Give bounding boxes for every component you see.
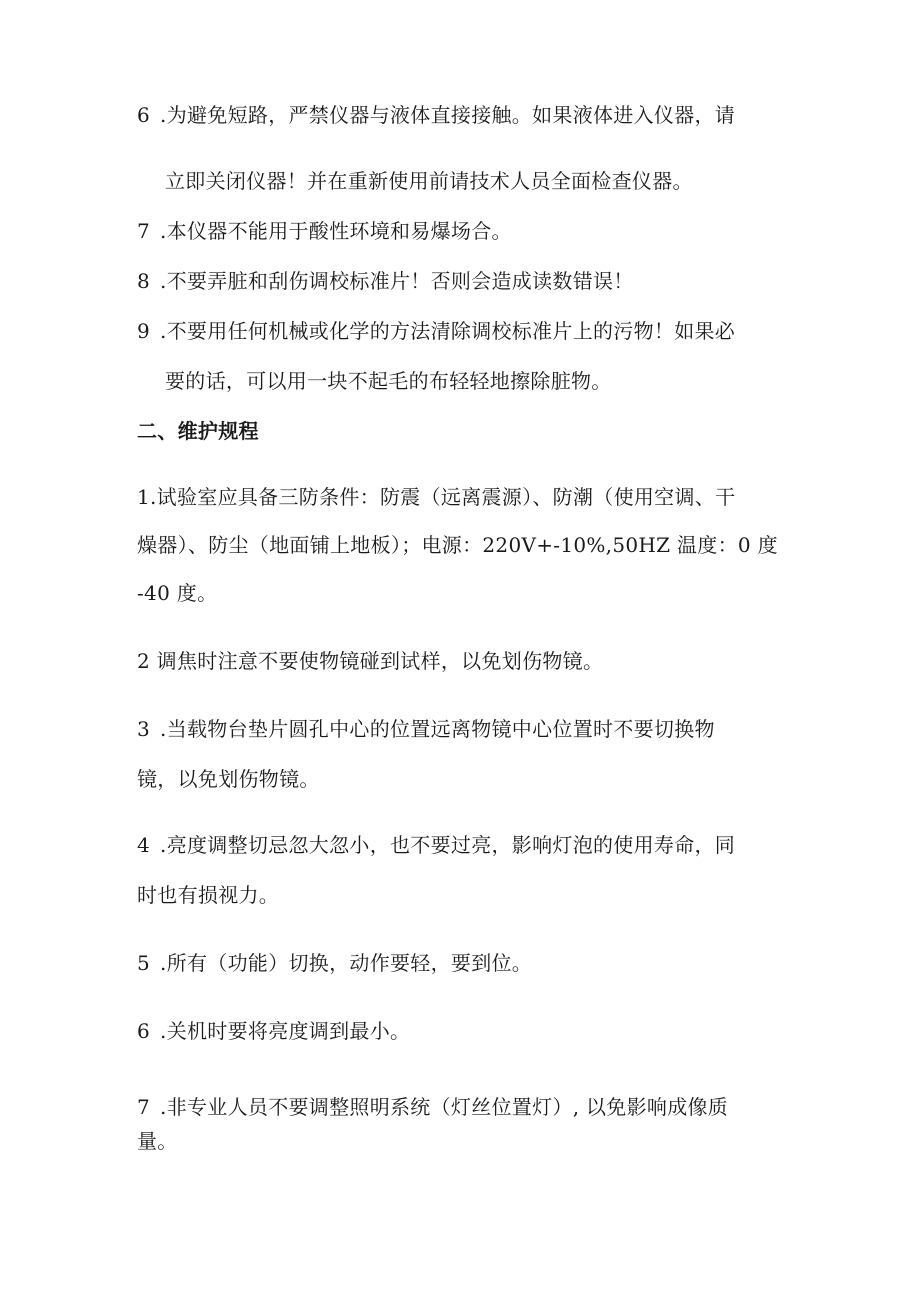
- maintenance-item-1-line-2: 燥器）、防尘（地面铺上地板）；电源：220V+-10%,50HZ 温度：0 度: [137, 533, 778, 557]
- item-text: .亮度调整切忌忽大忽小，也不要过亮，影响灯泡的使用寿命，同: [160, 833, 736, 857]
- safety-item-9-line-1: [137, 318, 735, 344]
- safety-item-8: [137, 268, 634, 294]
- item-text: .为避免短路，严禁仪器与液体直接接触。如果液体进入仪器，请: [160, 103, 736, 127]
- maintenance-item-7-line-2: 量。: [137, 1129, 178, 1153]
- item-text: .本仪器不能用于酸性环境和易爆场合。: [160, 219, 512, 243]
- safety-item-7: [137, 218, 512, 244]
- item-number: 5: [137, 951, 151, 975]
- maintenance-item-3-line-2: 镜，以免划伤物镜。: [137, 767, 320, 791]
- item-number: 6: [137, 1019, 151, 1043]
- safety-item-9-line-2: 要的话，可以用一块不起毛的布轻轻地擦除脏物。: [165, 369, 612, 393]
- item-number: 7: [137, 219, 151, 243]
- item-text: .不要用任何机械或化学的方法清除调校标准片上的污物！如果必: [160, 319, 736, 343]
- maintenance-item-7-line-1: [137, 1094, 728, 1120]
- item-number: 7: [137, 1095, 151, 1119]
- safety-item-6-line-2: 立即关闭仪器！并在重新使用前请技术人员全面检查仪器。: [165, 169, 693, 193]
- maintenance-item-3-line-1: [137, 716, 715, 742]
- item-number: 3: [137, 717, 151, 741]
- item-text: .关机时要将亮度调到最小。: [160, 1019, 411, 1043]
- item-number: 8: [137, 269, 151, 293]
- item-text: .不要弄脏和刮伤调校标准片！否则会造成读数错误！: [160, 269, 634, 293]
- maintenance-item-6: [137, 1018, 410, 1044]
- item-number: 4: [137, 833, 151, 857]
- maintenance-item-1-line-1: 1.试验室应具备三防条件：防震（远离震源）、防潮（使用空调、干: [137, 485, 736, 509]
- item-number: 9: [137, 319, 151, 343]
- maintenance-item-4-line-1: [137, 832, 735, 858]
- section-title: 二、维护规程: [137, 419, 259, 443]
- item-number: 6: [137, 103, 151, 127]
- maintenance-item-2: 2 调焦时注意不要使物镜碰到试样，以免划伤物镜。: [137, 649, 604, 673]
- item-text: .非专业人员不要调整照明系统（灯丝位置灯）, 以免影响成像质: [160, 1095, 729, 1119]
- safety-item-6-line-1: [137, 102, 735, 128]
- item-text: .当载物台垫片圆孔中心的位置远离物镜中心位置时不要切换物: [160, 717, 715, 741]
- item-text: .所有（功能）切换，动作要轻，要到位。: [160, 951, 533, 975]
- maintenance-item-4-line-2: 时也有损视力。: [137, 883, 280, 907]
- maintenance-item-5: [137, 950, 532, 976]
- maintenance-item-1-line-3: -40 度。: [137, 581, 218, 605]
